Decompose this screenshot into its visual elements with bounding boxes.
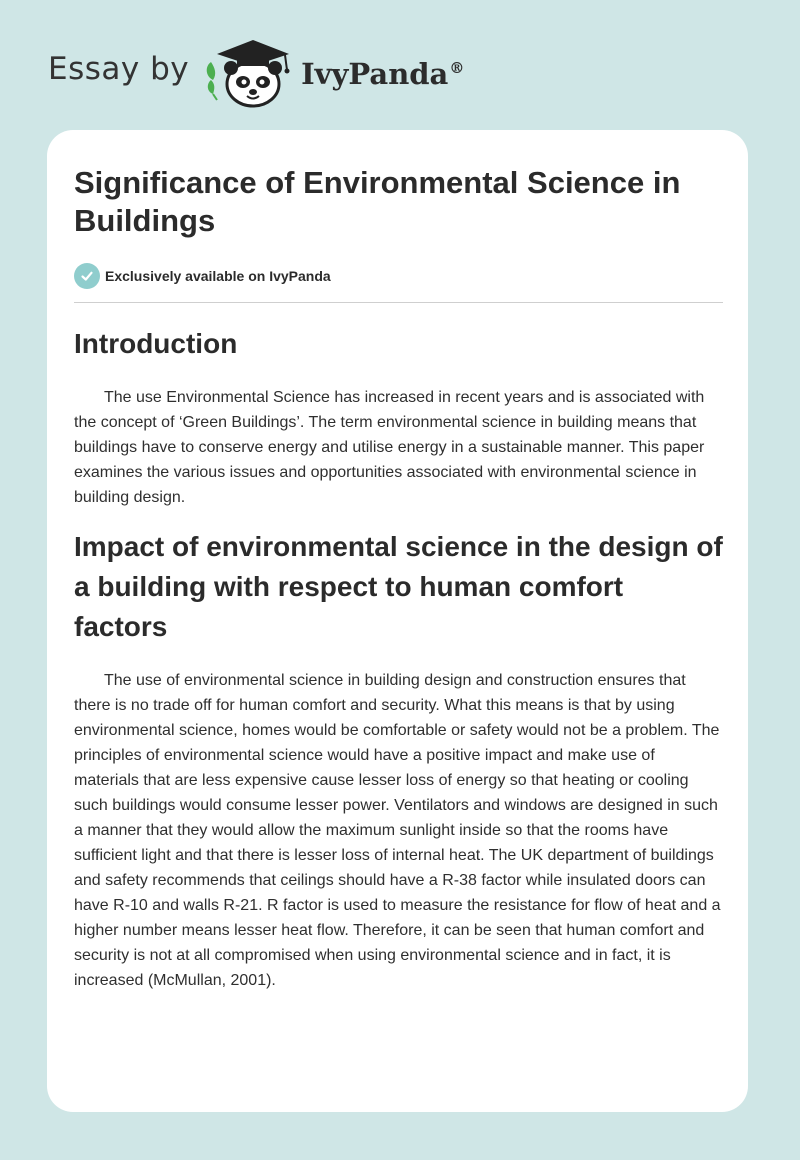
section-paragraph-impact: The use of environmental science in building design and construction ensures that there is no trade off for human comfort and security. What this means is that by using environmental science, homes would be comfortable or safety would not be a problem. The principles of environmental science would have a positive impact and make use of materials that are less expensive cause lesser loss of energy so that heating or cooling such buildings would consume lesser power. Ventilators and windows are designed in such a manner that they would allow the maximum sunlight inside so that the rooms have sufficient light and that there is lesser loss of internal heat. The UK department of buildings and safety recommends that ceilings should have a R-38 factor while insulated doors can have R-10 and walls R-21. R factor is used to measure the resistance for flow of heat and a higher number means lesser heat flow. Therefore, it can be seen that human comfort and security is not at all compromised when using environmental science and in fact, it is increased (McMullan, 2001). (74, 672, 721, 989)
essay-title: Significance of Environmental Science in Buildings (74, 165, 681, 238)
section-heading-introduction: Introduction (74, 328, 238, 359)
check-circle-icon (74, 263, 100, 289)
section-paragraph-introduction: The use Environmental Science has increased in recent years and is associated with the concept of ‘Green Buildings’. The term environmental science in building means that buildings have to conserve energy and utilise energy in a sustainable manner. This paper examines the various issues and opportunities associated with environmental science in building design. (74, 389, 705, 506)
essay-card (47, 130, 748, 1112)
panda-graduation-cap-logo (203, 36, 299, 108)
brand-prefix: Essay by (48, 51, 190, 87)
site-brand[interactable] (48, 36, 464, 108)
brand-name (301, 57, 464, 91)
title-divider (74, 302, 723, 303)
brand-name-text: IvyPanda (301, 57, 449, 91)
badge-text: Exclusively available on IvyPanda (105, 268, 331, 284)
exclusive-badge (74, 263, 331, 289)
section-heading-impact: Impact of environmental science in the design of a building with respect to human comfort factors (74, 531, 723, 642)
registered-mark: ® (449, 59, 465, 78)
